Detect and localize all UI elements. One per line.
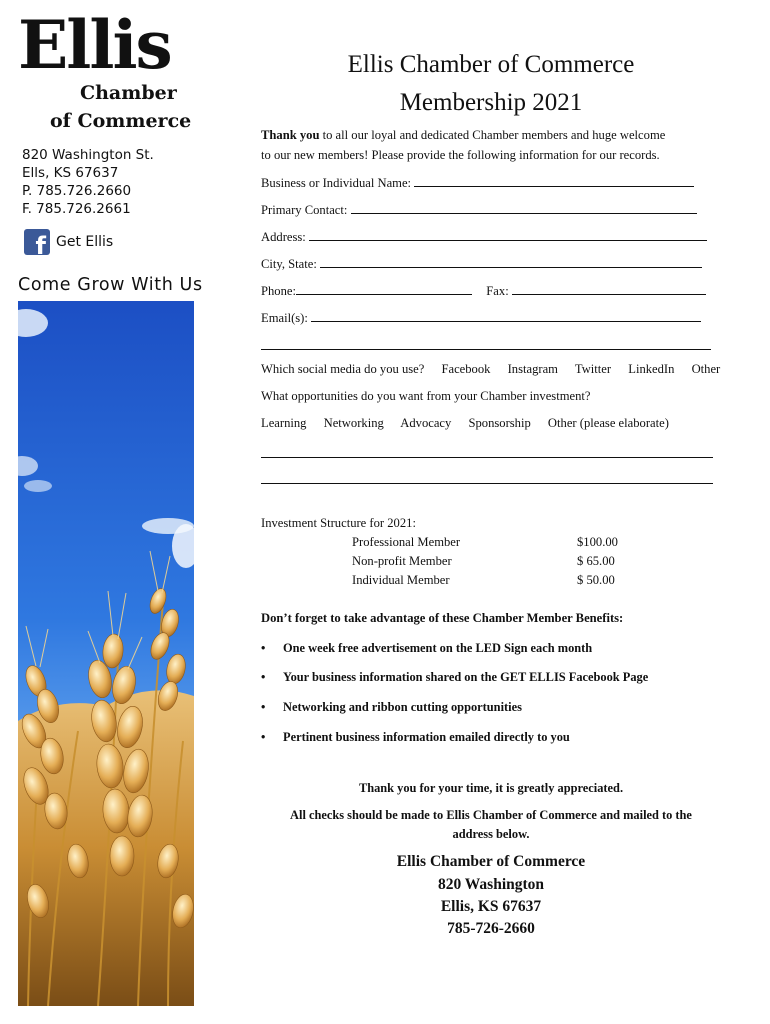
mailing-street: 820 Washington	[437, 876, 545, 893]
logo-chamber: Chamber	[80, 82, 177, 104]
opportunity-sponsorship[interactable]: Sponsorship	[468, 416, 531, 430]
intro-line1: Thank you to all our loyal and dedicated Chamber members and huge welcome	[261, 128, 666, 142]
tier-price: $ 65.00	[577, 554, 615, 568]
contact-phone: P. 785.726.2660	[22, 183, 132, 199]
facebook-link[interactable]	[24, 229, 114, 260]
tier-name: Professional Member	[352, 535, 461, 549]
logo-commerce: of Commerce	[50, 110, 192, 132]
benefit-item: • Pertinent business information emailed directly to you	[261, 730, 570, 744]
social-option-facebook[interactable]: Facebook	[441, 362, 491, 376]
facebook-label: Get Ellis	[56, 234, 114, 250]
social-option-instagram[interactable]: Instagram	[507, 362, 558, 376]
closing-checks-line1: All checks should be made to Ellis Chamber of Commerce and mailed to the	[290, 808, 692, 822]
address-row	[261, 229, 707, 245]
opportunity-other[interactable]: Other (please elaborate)	[547, 416, 669, 430]
phone-fax-row	[261, 283, 706, 299]
elaborate-line-1[interactable]	[261, 457, 713, 458]
contact-block	[22, 146, 154, 218]
primary-contact-row	[261, 202, 697, 218]
mailing-org: Ellis Chamber of Commerce	[396, 853, 586, 870]
opportunity-advocacy[interactable]: Advocacy	[400, 416, 452, 430]
form-title-line1: Ellis Chamber of Commerce	[347, 51, 635, 78]
investment-heading: Investment Structure for 2021:	[261, 516, 416, 530]
form-title-line2: Membership 2021	[399, 89, 583, 116]
benefits-heading: Don’t forget to take advantage of these Chamber Member Benefits:	[261, 611, 624, 625]
closing-thanks: Thank you for your time, it is greatly appreciated.	[358, 781, 624, 795]
bullet-icon: •	[261, 641, 266, 655]
contact-fax: F. 785.726.2661	[22, 201, 131, 217]
closing-checks-line2: address below.	[452, 827, 530, 841]
wheat-sky-photo	[18, 301, 194, 1006]
benefit-item: • One week free advertisement on the LED Sign each month	[261, 641, 593, 655]
bullet-icon: •	[261, 670, 266, 684]
email-label: Email(s):	[261, 311, 308, 325]
logo-ellis: Ellis	[18, 6, 171, 84]
email-field[interactable]	[311, 310, 701, 322]
city-state-label: City, State:	[261, 257, 317, 271]
social-option-linkedin[interactable]: LinkedIn	[628, 362, 675, 376]
opportunities-options	[261, 416, 669, 431]
business-name-row	[261, 175, 694, 191]
elaborate-line-2[interactable]	[261, 483, 713, 484]
facebook-icon: f	[24, 229, 50, 255]
city-state-row	[261, 256, 702, 272]
opportunity-networking[interactable]: Networking	[323, 416, 384, 430]
mailing-phone: 785-726-2660	[447, 920, 535, 937]
fax-label: Fax:	[486, 284, 509, 298]
social-option-other[interactable]: Other	[691, 362, 721, 376]
address-label: Address:	[261, 230, 306, 244]
email-row	[261, 310, 701, 326]
social-question: Which social media do you use?	[261, 362, 425, 376]
chamber-logo	[18, 6, 208, 138]
business-name-label: Business or Individual Name:	[261, 176, 412, 190]
tier-price: $ 50.00	[577, 573, 615, 587]
opportunity-learning[interactable]: Learning	[261, 416, 307, 430]
phone-label: Phone:	[261, 284, 296, 298]
intro-line2: to our new members! Please provide the following information for our records.	[261, 148, 660, 162]
phone-field[interactable]	[296, 283, 472, 295]
tier-name: Non-profit Member	[352, 554, 452, 568]
opportunities-question: What opportunities do you want from your Chamber investment?	[261, 389, 591, 403]
tier-price: $100.00	[577, 535, 618, 549]
tier-name: Individual Member	[352, 573, 450, 587]
primary-contact-field[interactable]	[351, 202, 697, 214]
contact-street: 820 Washington St.	[22, 147, 154, 163]
fax-field[interactable]	[512, 283, 706, 295]
tagline: Come Grow With Us	[18, 275, 203, 295]
social-media-row	[261, 362, 720, 377]
business-name-field[interactable]	[414, 175, 694, 187]
mailing-city: Ellis, KS 67637	[440, 898, 542, 915]
social-option-twitter[interactable]: Twitter	[574, 362, 612, 376]
contact-city: Ells, KS 67637	[22, 165, 119, 181]
bullet-icon: •	[261, 730, 266, 744]
address-field[interactable]	[309, 229, 707, 241]
primary-contact-label: Primary Contact:	[261, 203, 348, 217]
benefit-item: • Your business information shared on the GET ELLIS Facebook Page	[261, 670, 649, 684]
email-extra-line[interactable]	[261, 349, 711, 350]
city-state-field[interactable]	[320, 256, 702, 268]
benefit-item: • Networking and ribbon cutting opportunities	[261, 700, 522, 714]
bullet-icon: •	[261, 700, 266, 714]
